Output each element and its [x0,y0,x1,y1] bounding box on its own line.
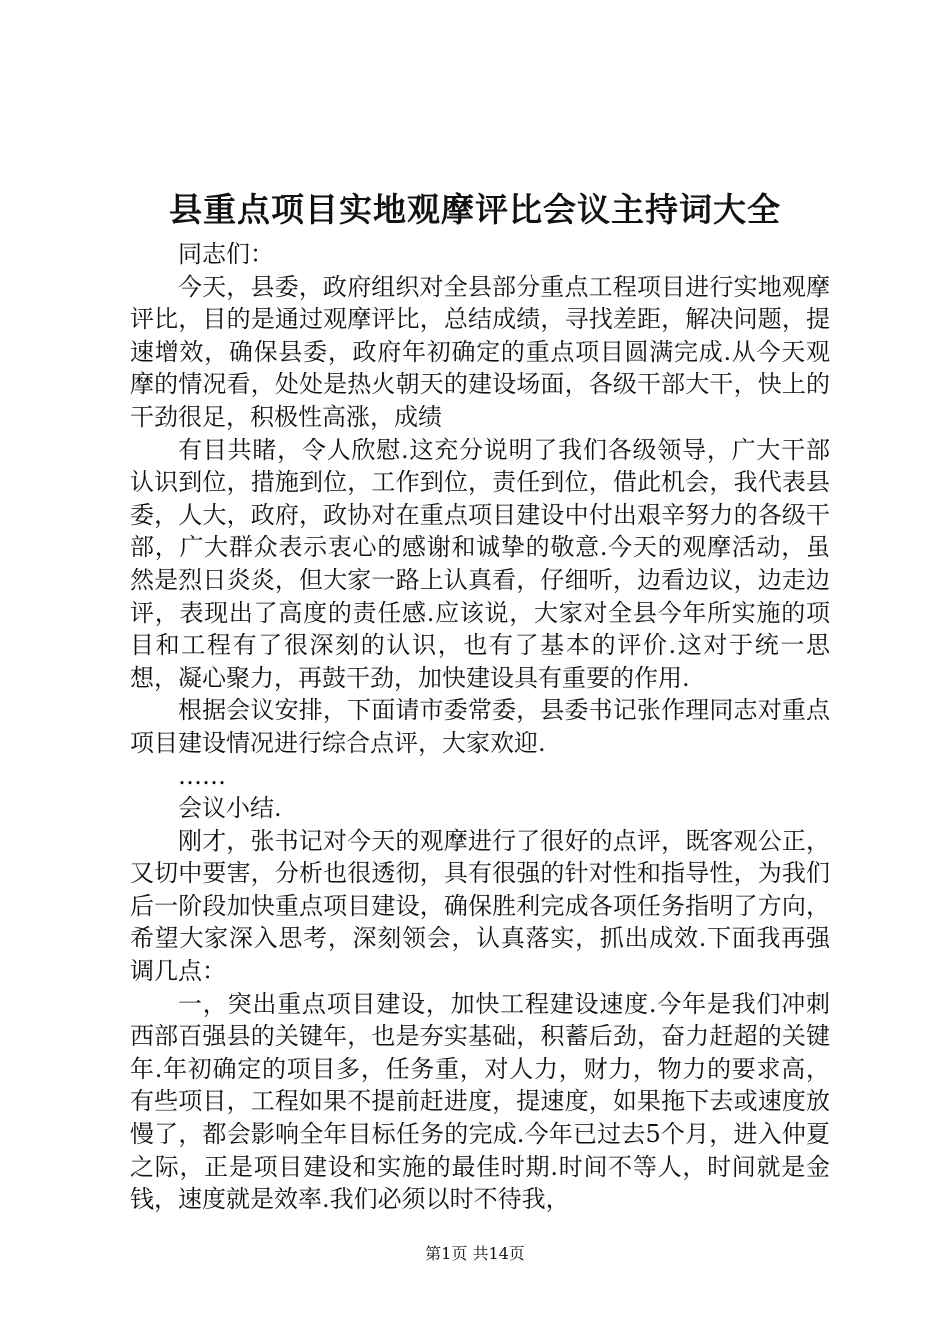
paragraph-summary: 刚才，张书记对今天的观摩进行了很好的点评，既客观公正，又切中要害，分析也很透彻，具有很强的针对性和指导性，为我们后一阶段加快重点项目建设，确保胜利完成各项任务指明了方向，希望大家深入思考，深刻领会，认真落实，抓出成效.下面我再强调几点： [130,826,830,986]
paragraph-thanks: 有目共睹，令人欣慰.这充分说明了我们各级领导，广大干部认识到位，措施到位，工作到位，责任到位，借此机会，我代表县委，人大，政府，政协对在重点项目建设中付出艰辛努力的各级干部，广大群众表示衷心的感谢和诚挚的敬意.今天的观摩活动，虽然是烈日炎炎，但大家一路上认真看，仔细听，边看边议，边走边评，表现出了高度的责任感.应该说，大家对全县今年所实施的项目和工程有了很深刻的认识，也有了基本的评价.这对于统一思想，凝心聚力，再鼓干劲，加快建设具有重要的作用. [130,435,830,692]
document-title: 县重点项目实地观摩评比会议主持词大全 [169,190,781,229]
paragraph-invitation: 根据会议安排，下面请市委常委，县委书记张作理同志对重点项目建设情况进行综合点评，大家欢迎. [130,696,830,757]
document-body [130,238,830,1216]
paragraph-opening: 今天，县委，政府组织对全县部分重点工程项目进行实地观摩评比，目的是通过观摩评比，总结成绩，寻找差距，解决问题，提速增效，确保县委，政府年初确定的重点项目圆满完成.从今天观摩的情况看，处处是热火朝天的建设场面，各级干部大干，快上的干劲很足，积极性高涨，成绩 [130,272,830,431]
paragraph-salutation: 同志们： [178,240,274,268]
paragraph-point-one: 一，突出重点项目建设，加快工程建设速度.今年是我们冲刺西部百强县的关键年，也是夯实基础，积蓄后劲，奋力赶超的关键年.年初确定的项目多，任务重，对人力，财力，物力的要求高，有些项目，工程如果不提前赶进度，提速度，如果拖下去或速度放慢了，都会影响全年目标任务的完成.今年已过去5个月，进入仲夏之际，正是项目建设和实施的最佳时期.时间不等人，时间就是金钱，速度就是效率.我们必须以时不待我， [130,989,830,1214]
paragraph-summary-heading: 会议小结. [178,794,282,823]
paragraph-ellipsis: …… [178,761,226,790]
page-footer: 第1页 共14页 [425,1244,525,1263]
